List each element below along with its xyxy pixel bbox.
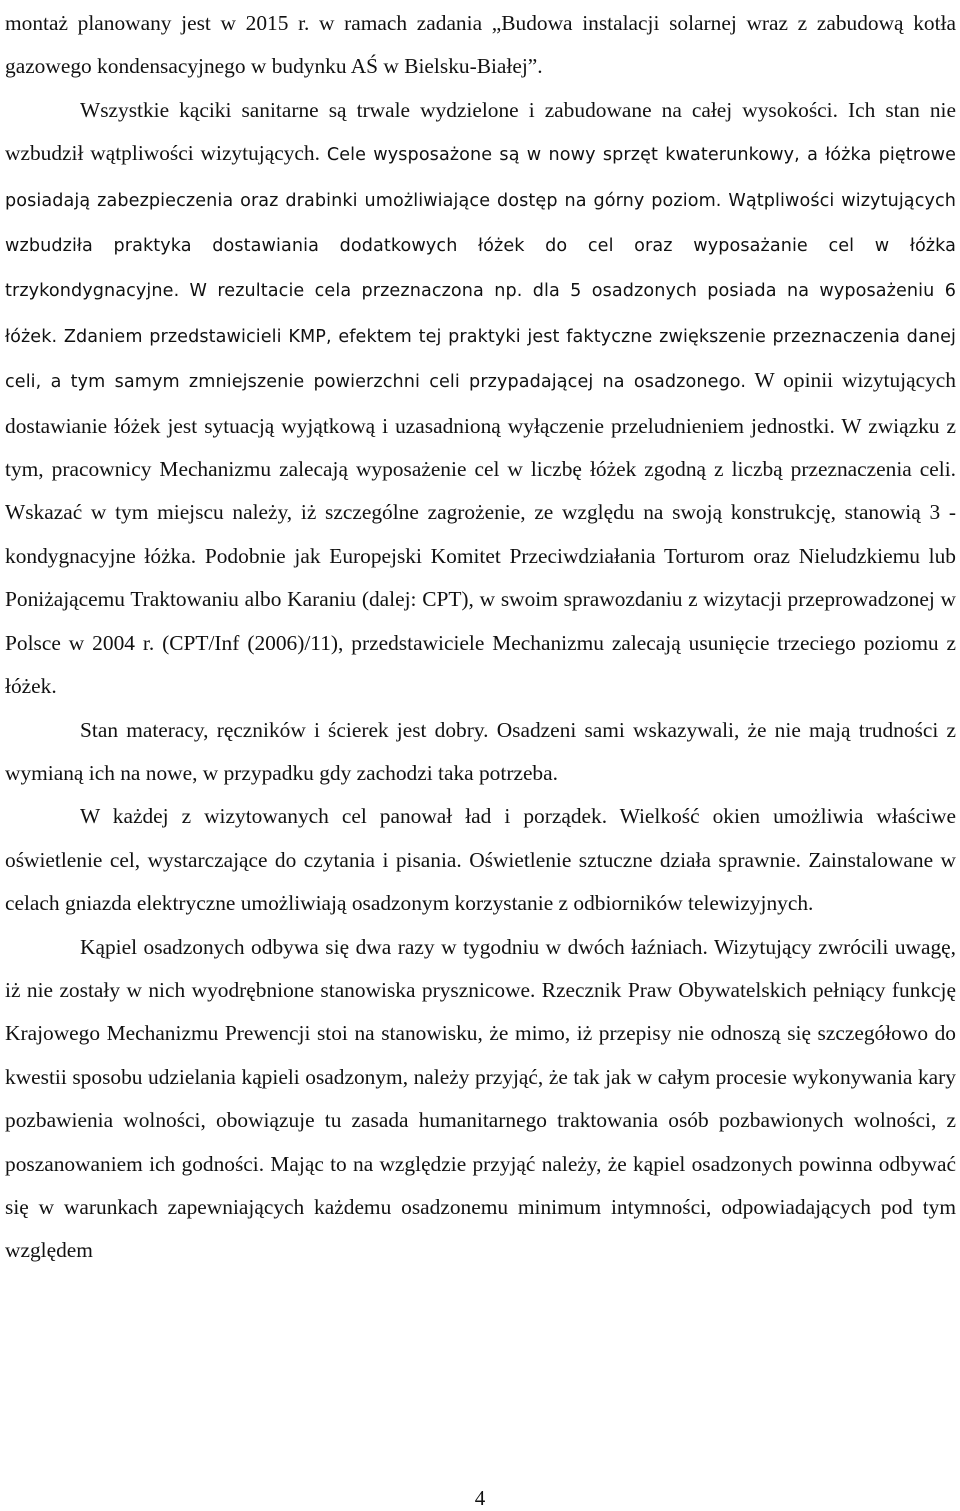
paragraph xyxy=(5,795,956,925)
text-run: Wszystkie kąciki sanitarne są trwale wydzielone i zabudowane na całej wysokości. Ich stan nie wzbudził wątpliwości wizytujących. xyxy=(5,97,956,166)
body-text xyxy=(5,2,956,1273)
paragraph xyxy=(5,709,956,796)
text-run: Wątpliwości wizytujących wzbudziła praktyka dostawiania dodatkowych łóżek do cel oraz wyposażanie cel w łóżka trzykondygnacyjne. W rezultacie cela przeznaczona np. dla 5 osadzonych posiada na wyposażeniu 6 łóżek. Zdaniem przedstawicieli KMP, efektem tej praktyki jest faktyczne zwiększenie przeznaczenia danej celi, a tym samym zmniejszenie powierzchni celi przypadającej na osadzonego. xyxy=(5,190,956,393)
page-number: 4 xyxy=(474,1486,486,1510)
text-run: W opinii wizytujących dostawianie łóżek jest sytuacją wyjątkową i uzasadnioną wyłączenie przeludnieniem jednostki. W związku z tym, pracownicy Mechanizmu zalecają wyposażenie cel w liczbę łóżek zgodną z liczbą przeznaczenia celi. Wskazać w tym miejscu należy, iż szczególne zagrożenie, ze względu na swoją konstrukcję, stanowią 3 - kondygnacyjne łóżka. Podobnie jak Europejski Komitet Przeciwdziałania Torturom oraz Nieludzkiemu lub Poniżającemu Traktowaniu albo Karaniu (dalej: CPT), w swoim sprawozdaniu z wizytacji przeprowadzonej w Polsce w 2004 r. (CPT/Inf (2006)/11), przedstawiciele Mechanizmu zalecają usunięcie trzeciego poziomu z łóżek. xyxy=(5,368,956,699)
text-run: Kąpiel osadzonych odbywa się dwa razy w tygodniu w dwóch łaźniach. Wizytujący zwrócili uwagę, iż nie zostały w nich wyodrębnione stanowiska prysznicowe. Rzecznik Praw Obywatelskich pełniący funkcję Krajowego Mechanizmu Prewencji stoi na stanowisku, że mimo, iż przepisy nie odnoszą się szczegółowo do kwestii sposobu udzielania kąpieli osadzonym, należy przyjąć, że tak jak w całym procesie wykonywania kary pozbawienia wolności, obowiązuje tu zasada humanitarnego traktowania osób pozbawionych wolności, z poszanowaniem ich godności. Mając to na względzie przyjąć należy, że kąpiel osadzonych powinna odbywać się w warunkach zapewniających każdemu osadzonemu minimum intymności, odpowiadających pod tym względem xyxy=(5,934,956,1263)
text-run: Stan materacy, ręczników i ścierek jest dobry. Osadzeni sami wskazywali, że nie mają trudności z wymianą ich na nowe, w przypadku gdy zachodzi taka potrzeba. xyxy=(5,717,956,785)
paragraph xyxy=(5,926,956,1273)
text-run: Cele wysposażone są w nowy sprzęt kwaterunkowy, a łóżka piętrowe posiadają zabezpieczenia oraz drabinki umożliwiające dostęp na górny poziom. xyxy=(5,145,956,211)
text-run: montaż planowany jest w 2015 r. w ramach zadania „Budowa instalacji solarnej wraz z zabudową kotła gazowego kondensacyjnego w budynku AŚ w Bielsku-Białej”. xyxy=(5,11,956,79)
paragraph xyxy=(5,2,956,89)
paragraph xyxy=(5,89,956,709)
text-run: W każdej z wizytowanych cel panował ład i porządek. Wielkość okien umożliwia właściwe oświetlenie cel, wystarczające do czytania i pisania. Oświetlenie sztuczne działa sprawnie. Zainstalowane w celach gniazda elektryczne umożliwiają osadzonym korzystanie z odbiorników telewizyjnych. xyxy=(5,804,956,916)
